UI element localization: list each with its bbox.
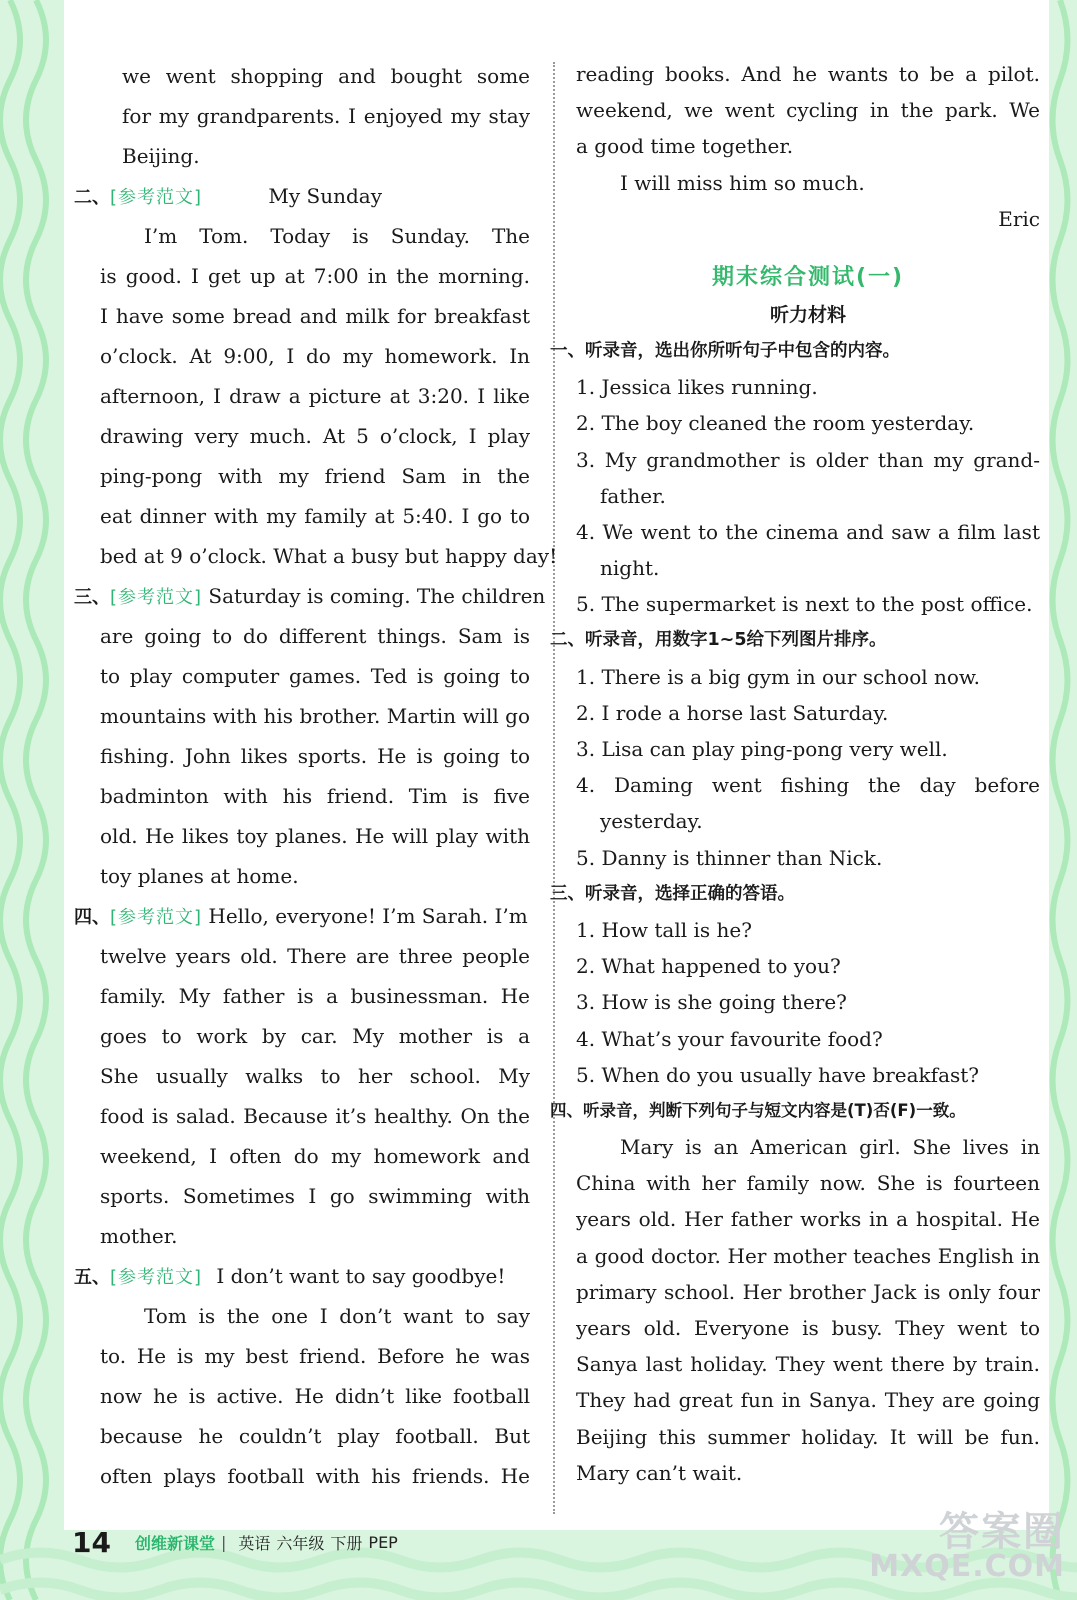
question-2-heading: 二、听录音，用数字1~5给下列图片排序。 <box>550 630 887 651</box>
text-line: food is salad. Because it’s healthy. On the <box>100 1104 530 1128</box>
list-item: 2. I rode a horse last Saturday. <box>576 700 889 725</box>
text-line: eat dinner with my family at 5:40. I go to <box>100 504 530 528</box>
list-item: 2. What happened to you? <box>576 954 841 979</box>
text-line: goes to work by car. My mother is a <box>100 1024 530 1048</box>
question-3-heading: 三、听录音，选择正确的答语。 <box>550 883 795 904</box>
text-line: o’clock. At 9:00, I do my homework. In <box>100 344 530 368</box>
section-5-header <box>74 1256 530 1296</box>
text-line: mountains with his brother. Martin will go <box>100 704 530 728</box>
text-line: Beijing this summer holiday. It will be fun. <box>576 1424 1040 1449</box>
footer-separator: | <box>220 1533 227 1552</box>
watermark-text: 答案圈 <box>939 1509 1065 1555</box>
list-item: 3. Lisa can play ping-pong very well. <box>576 737 948 761</box>
list-item: 5. The supermarket is next to the post office. <box>576 592 1033 617</box>
brand-name: 创维新课堂 <box>134 1534 215 1553</box>
text-line: Tom is the one I don’t want to say <box>144 1304 530 1328</box>
list-item: 2. The boy cleaned the room yesterday. <box>576 411 975 436</box>
essay-title: My Sunday <box>268 184 383 208</box>
term-label: 下册 <box>330 1534 363 1553</box>
section-number: 三、 <box>74 587 110 608</box>
text-line: often plays football with his friends. He <box>100 1464 530 1488</box>
text-line: because he couldn’t play football. But <box>100 1424 530 1448</box>
text-line: to. He is my best friend. Before he was <box>100 1344 530 1368</box>
text-line: toy planes at home. <box>100 864 299 888</box>
section-2-header <box>74 176 530 216</box>
right-column <box>550 56 1040 1491</box>
text-line: sports. Sometimes I go swimming with <box>100 1184 530 1208</box>
text-line: Mary is an American girl. She lives in <box>620 1135 1040 1160</box>
reference-tag: [参考范文] <box>110 187 203 208</box>
edition-label: PEP <box>368 1533 398 1552</box>
list-item: 1. There is a big gym in our school now. <box>576 664 981 689</box>
text-line: old. He likes toy planes. He will play with <box>100 824 530 848</box>
list-item: 5. Danny is thinner than Nick. <box>576 845 883 870</box>
test-subtitle: 听力材料 <box>769 303 846 326</box>
text-line: badminton with his friend. Tim is five <box>100 784 530 808</box>
subject-label: 英语 <box>238 1534 271 1553</box>
text-line: years old. Everyone is busy. They went to <box>576 1316 1040 1340</box>
text-line: weekend, I often do my homework and <box>100 1144 530 1168</box>
text-line: bed at 9 o’clock. What a busy but happy day! <box>100 544 558 568</box>
list-item: 3. How is she going there? <box>576 990 847 1015</box>
list-item: 4. What’s your favourite food? <box>576 1026 883 1051</box>
list-item: 4. We went to the cinema and saw a film last <box>576 519 1040 544</box>
reference-tag: [参考范文] <box>110 1267 203 1288</box>
text-line: afternoon, I draw a picture at 3:20. I like <box>100 384 530 408</box>
text-line: She usually walks to her school. My <box>100 1064 530 1088</box>
text-line: ping-pong with my friend Sam in the <box>100 464 530 488</box>
text-line: fishing. John likes sports. He is going to <box>100 744 530 768</box>
text-line: a good time together. <box>576 134 794 159</box>
test-title: 期末综合测试(一) <box>711 264 905 290</box>
list-item: 1. Jessica likes running. <box>576 375 818 400</box>
essay-title: I don’t want to say goodbye! <box>216 1264 506 1288</box>
text-line: primary school. Her brother Jack is only four <box>576 1279 1040 1304</box>
signature: Eric <box>998 206 1040 231</box>
text-line: twelve years old. There are three people <box>100 944 530 968</box>
text-line: I’m Tom. Today is Sunday. The <box>144 224 530 248</box>
text-line: a good doctor. Her mother teaches English in <box>576 1243 1040 1268</box>
section-3-header <box>74 576 546 616</box>
text-line: years old. Her father works in a hospital. He <box>576 1207 1040 1232</box>
left-column <box>74 56 558 1496</box>
question-1-heading: 一、听录音，选出你所听句子中包含的内容。 <box>550 340 900 361</box>
section-4-header <box>74 896 530 936</box>
page-number: 14 <box>72 1526 111 1559</box>
text-line: Saturday is coming. The children <box>208 584 546 608</box>
page-footer <box>72 1526 398 1559</box>
text-line: I will miss him so much. <box>620 170 865 195</box>
list-item: yesterday. <box>600 809 703 834</box>
text-line: China with her family now. She is fourteen <box>576 1171 1040 1196</box>
text-line: reading books. And he wants to be a pilot. <box>576 62 1040 86</box>
text-line: drawing very much. At 5 o’clock, I play <box>100 424 530 448</box>
list-item: father. <box>600 483 666 508</box>
list-item: 5. When do you usually have breakfast? <box>576 1062 980 1087</box>
list-item: 1. How tall is he? <box>576 917 752 942</box>
list-item: 3. My grandmother is older than my grand- <box>576 447 1040 472</box>
text-line: weekend, we went cycling in the park. We <box>576 98 1040 123</box>
text-line: I have some bread and milk for breakfast <box>100 304 530 328</box>
watermark <box>869 1500 1065 1584</box>
section-number: 四、 <box>74 907 110 928</box>
reference-tag: [参考范文] <box>110 587 203 608</box>
text-line: Sanya last holiday. They went there by train. <box>576 1352 1040 1377</box>
text-line: Beijing. <box>122 144 200 168</box>
text-line: Mary can’t wait. <box>576 1460 743 1485</box>
text-line: They had great fun in Sanya. They are going <box>576 1388 1040 1413</box>
text-line: is good. I get up at 7:00 in the morning. <box>100 264 530 288</box>
text-line: are going to do different things. Sam is <box>100 624 530 648</box>
grade-label: 六年级 <box>276 1534 325 1553</box>
watermark-url: MXQE.COM <box>869 1549 1065 1584</box>
text-line: to play computer games. Ted is going to <box>100 664 530 688</box>
section-number: 二、 <box>74 187 110 208</box>
text-line: family. My father is a businessman. He <box>100 984 530 1008</box>
text-line: mother. <box>100 1224 178 1248</box>
column-divider <box>553 62 555 1514</box>
text-line: for my grandparents. I enjoyed my stay <box>122 104 530 128</box>
text-line: Hello, everyone! I’m Sarah. I’m <box>208 904 528 928</box>
reference-tag: [参考范文] <box>110 907 203 928</box>
list-item: night. <box>600 556 660 581</box>
question-4-heading: 四、听录音，判断下列句子与短文内容是(T)否(F)一致。 <box>550 1100 966 1120</box>
section-number: 五、 <box>74 1267 110 1288</box>
text-line: now he is active. He didn’t like football <box>100 1384 530 1408</box>
text-line: we went shopping and bought some <box>122 64 530 88</box>
list-item: 4. Daming went fishing the day before <box>576 773 1040 798</box>
